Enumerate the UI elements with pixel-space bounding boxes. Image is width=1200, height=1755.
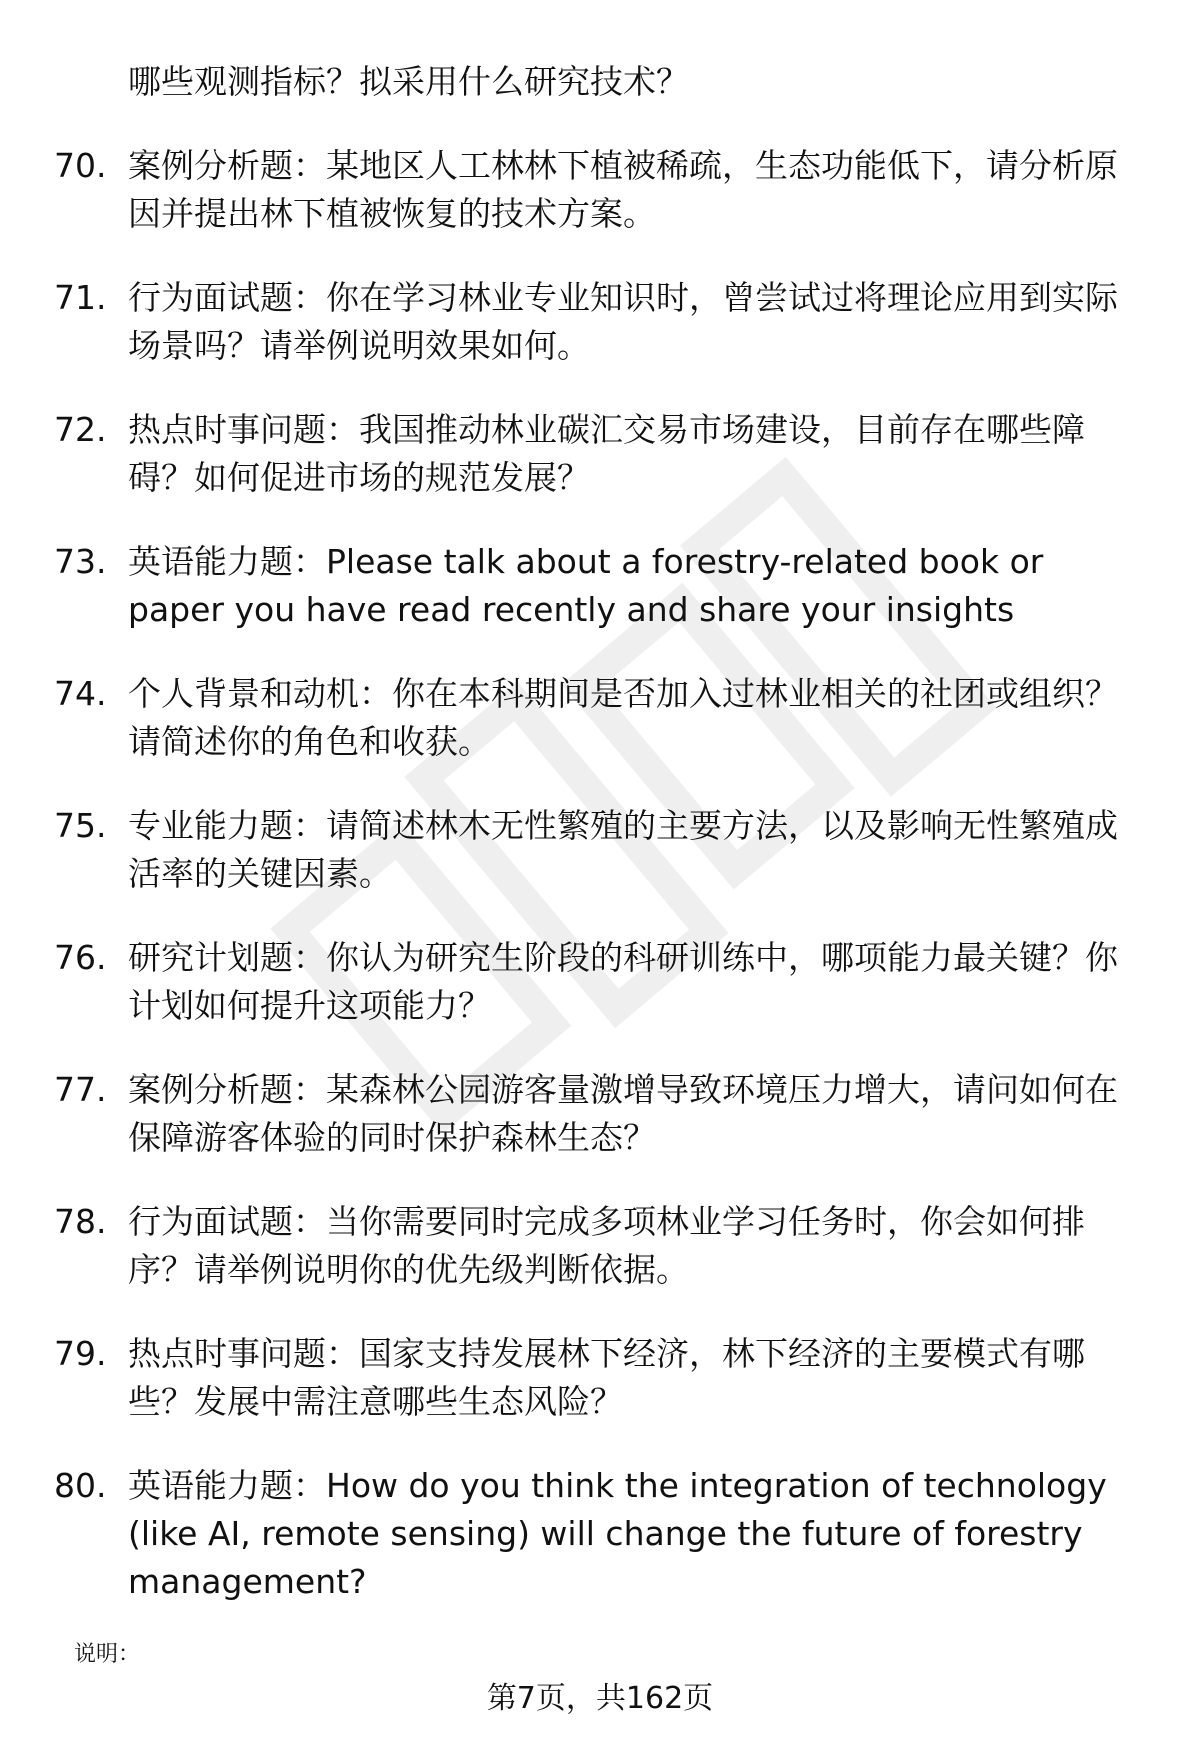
question-text: 个人背景和动机：你在本科期间是否加入过林业相关的社团或组织？请简述你的角色和收获。 — [128, 674, 1118, 761]
question-number: 73. — [54, 542, 107, 581]
question-number: 76. — [54, 938, 107, 977]
question-item — [0, 670, 1200, 802]
question-item — [0, 1198, 1200, 1330]
question-item — [0, 538, 1200, 670]
question-text: 专业能力题：请简述林木无性繁殖的主要方法，以及影响无性繁殖成活率的关键因素。 — [128, 806, 1118, 893]
question-number: 78. — [54, 1202, 107, 1241]
question-list — [0, 142, 1200, 1642]
question-text: 案例分析题：某森林公园游客量激增导致环境压力增大，请问如何在保障游客体验的同时保护森林生态？ — [128, 1070, 1118, 1157]
question-number: 71. — [54, 278, 107, 317]
question-text: 研究计划题：你认为研究生阶段的科研训练中，哪项能力最关键？你计划如何提升这项能力？ — [128, 938, 1118, 1025]
question-number: 80. — [54, 1466, 107, 1505]
question-item — [0, 1462, 1200, 1642]
question-text: 行为面试题：当你需要同时完成多项林业学习任务时，你会如何排序？请举例说明你的优先级判断依据。 — [128, 1202, 1085, 1289]
question-item — [0, 1066, 1200, 1198]
page-footer: 第7页，共162页 — [486, 1681, 714, 1716]
question-item — [0, 142, 1200, 274]
note-label: 说明： — [74, 1642, 141, 1667]
question-item — [0, 1330, 1200, 1462]
question-number: 74. — [54, 674, 107, 713]
question-number: 79. — [54, 1334, 107, 1373]
question-item — [0, 274, 1200, 406]
question-text: 案例分析题：某地区人工林林下植被稀疏，生态功能低下，请分析原因并提出林下植被恢复的技术方案。 — [128, 146, 1118, 233]
question-number: 72. — [54, 410, 107, 449]
question-text: 热点时事问题：我国推动林业碳汇交易市场建设，目前存在哪些障碍？如何促进市场的规范发展？ — [128, 410, 1085, 497]
question-number: 77. — [54, 1070, 107, 1109]
question-number: 75. — [54, 806, 107, 845]
continuation-text: 哪些观测指标？拟采用什么研究技术？ — [128, 62, 689, 101]
question-number: 70. — [54, 146, 107, 185]
question-item — [0, 802, 1200, 934]
question-item — [0, 406, 1200, 538]
question-text: 英语能力题：How do you think the integration of technology (like AI, remote sensing) will change the future of forestry management? — [128, 1466, 1107, 1601]
question-text: 行为面试题：你在学习林业专业知识时，曾尝试过将理论应用到实际场景吗？请举例说明效果如何。 — [128, 278, 1118, 365]
question-text: 英语能力题：Please talk about a forestry-related book or paper you have read recently and share your insights — [128, 542, 1044, 629]
question-item — [0, 934, 1200, 1066]
question-text: 热点时事问题：国家支持发展林下经济，林下经济的主要模式有哪些？发展中需注意哪些生态风险？ — [128, 1334, 1085, 1421]
